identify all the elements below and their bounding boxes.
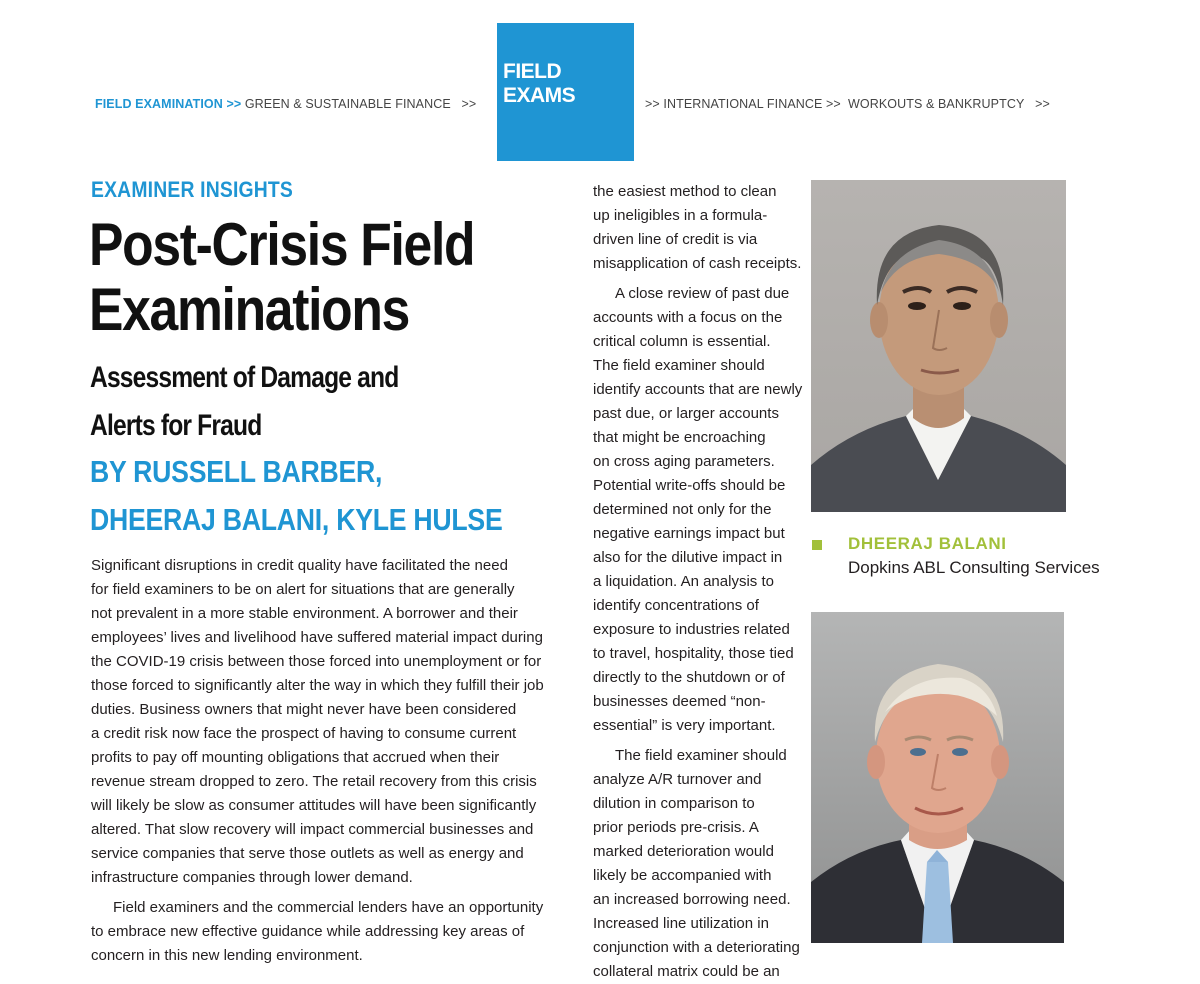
text-line: likely be accompanied with	[593, 867, 772, 884]
text-line: duties. Business owners that might never have been considered	[91, 701, 517, 718]
caption-name: DHEERAJ BALANI	[848, 534, 1007, 553]
text-line: past due, or larger accounts	[593, 405, 779, 422]
portrait-illustration	[811, 612, 1064, 943]
byline-line: BY RUSSELL BARBER,	[90, 454, 383, 489]
text-line: identify concentrations of	[593, 597, 759, 614]
section-tag-line1: FIELD	[503, 60, 562, 83]
text-line: for field examiners to be on alert for situations that are generally	[91, 581, 515, 598]
article-subtitle-line: Alerts for Fraud	[90, 409, 262, 442]
text-line: marked deterioration would	[593, 843, 774, 860]
nav-item-field-examination[interactable]: FIELD EXAMINATION	[95, 97, 223, 111]
text-line: A close review of past due	[615, 285, 790, 302]
body-paragraph	[91, 896, 546, 968]
nav-separator: >>	[645, 97, 660, 111]
text-line: Potential write-offs should be	[593, 477, 786, 494]
nav-separator: >>	[826, 97, 841, 111]
text-line: The field examiner should	[615, 747, 787, 764]
text-line: altered. That slow recovery will impact commercial businesses and	[91, 821, 534, 838]
text-line: employees’ lives and livelihood have suffered material impact during	[91, 629, 543, 646]
text-line: profits to pay off mounting obligations that accrued when their	[91, 749, 500, 766]
text-line: The field examiner should	[593, 357, 765, 374]
text-line: on cross aging parameters.	[593, 453, 775, 470]
nav-separator: >>	[226, 97, 242, 111]
nav-separator: >>	[461, 97, 477, 111]
article-title	[89, 212, 474, 342]
text-line: not prevalent in a more stable environment. A borrower and their	[91, 605, 518, 622]
text-line: analyze A/R turnover and	[593, 771, 762, 788]
text-line: also for the dilutive impact in	[593, 549, 783, 566]
body-paragraph	[91, 554, 546, 890]
text-line: to embrace new effective guidance while addressing key areas of	[91, 923, 525, 940]
author-photo-second	[811, 612, 1064, 943]
caption-organization: Dopkins ABL Consulting Services	[848, 558, 1100, 577]
body-column-2	[593, 180, 808, 984]
body-paragraph	[593, 744, 808, 984]
text-line: the easiest method to clean	[593, 183, 777, 200]
text-line: exposure to industries related	[593, 621, 790, 638]
byline-line: DHEERAJ BALANI, KYLE HULSE	[90, 502, 503, 537]
text-line: misapplication of cash receipts.	[593, 255, 802, 272]
text-line: up ineligibles in a formula-	[593, 207, 768, 224]
text-line: dilution in comparison to	[593, 795, 755, 812]
text-line: Field examiners and the commercial lenders have an opportunity	[113, 899, 544, 916]
text-line: concern in this new lending environment.	[91, 947, 363, 964]
article-subtitle-line: Assessment of Damage and	[90, 361, 399, 394]
article-title-line: Post-Crisis Field	[89, 211, 475, 278]
article-subtitle	[90, 354, 398, 450]
text-line: conjunction with a deteriorating	[593, 939, 800, 956]
article-byline	[90, 448, 502, 544]
text-line: a credit risk now face the prospect of having to consume current	[91, 725, 517, 742]
author-photo-dheeraj-balani	[811, 180, 1066, 512]
section-tag-box	[497, 23, 634, 161]
section-nav-left	[95, 97, 476, 111]
text-line: prior periods pre-crisis. A	[593, 819, 759, 836]
article-title-line: Examinations	[89, 276, 410, 343]
text-line: collateral matrix could be an	[593, 963, 780, 980]
text-line: critical column is essential.	[593, 333, 771, 350]
text-line: service companies that serve those outlets as well as energy and	[91, 845, 524, 862]
section-tag-line2: EXAMS	[503, 84, 576, 107]
body-paragraph	[593, 180, 808, 276]
text-line: an increased borrowing need.	[593, 891, 791, 908]
nav-item-international-finance[interactable]: INTERNATIONAL FINANCE	[663, 97, 823, 111]
text-line: essential” is very important.	[593, 717, 776, 734]
nav-item-workouts-bankruptcy[interactable]: WORKOUTS & BANKRUPTCY	[848, 97, 1025, 111]
text-line: Increased line utilization in	[593, 915, 769, 932]
nav-item-green-finance[interactable]: GREEN & SUSTAINABLE FINANCE	[244, 97, 451, 111]
portrait-illustration	[811, 180, 1066, 512]
text-line: accounts with a focus on the	[593, 309, 783, 326]
caption-bullet	[812, 540, 822, 550]
text-line: those forced to significantly alter the way in which they fulfill their job	[91, 677, 544, 694]
body-column-1	[91, 554, 546, 968]
text-line: driven line of credit is via	[593, 231, 758, 248]
text-line: that might be encroaching	[593, 429, 766, 446]
text-line: will likely be slow as consumer attitudes will have been significantly	[91, 797, 537, 814]
text-line: identify accounts that are newly	[593, 381, 803, 398]
text-line: infrastructure companies through lower demand.	[91, 869, 413, 886]
text-line: revenue stream dropped to zero. The retail recovery from this crisis	[91, 773, 537, 790]
text-line: directly to the shutdown or of	[593, 669, 785, 686]
nav-separator: >>	[1035, 97, 1050, 111]
section-nav-right	[645, 97, 1050, 111]
text-line: to travel, hospitality, those tied	[593, 645, 794, 662]
text-line: a liquidation. An analysis to	[593, 573, 774, 590]
text-line: businesses deemed “non-	[593, 693, 766, 710]
text-line: negative earnings impact but	[593, 525, 785, 542]
body-paragraph	[593, 282, 808, 738]
text-line: Significant disruptions in credit quality have facilitated the need	[91, 557, 508, 574]
text-line: determined not only for the	[593, 501, 772, 518]
article-kicker: EXAMINER INSIGHTS	[91, 177, 294, 202]
text-line: the COVID-19 crisis between those forced into unemployment or for	[91, 653, 542, 670]
